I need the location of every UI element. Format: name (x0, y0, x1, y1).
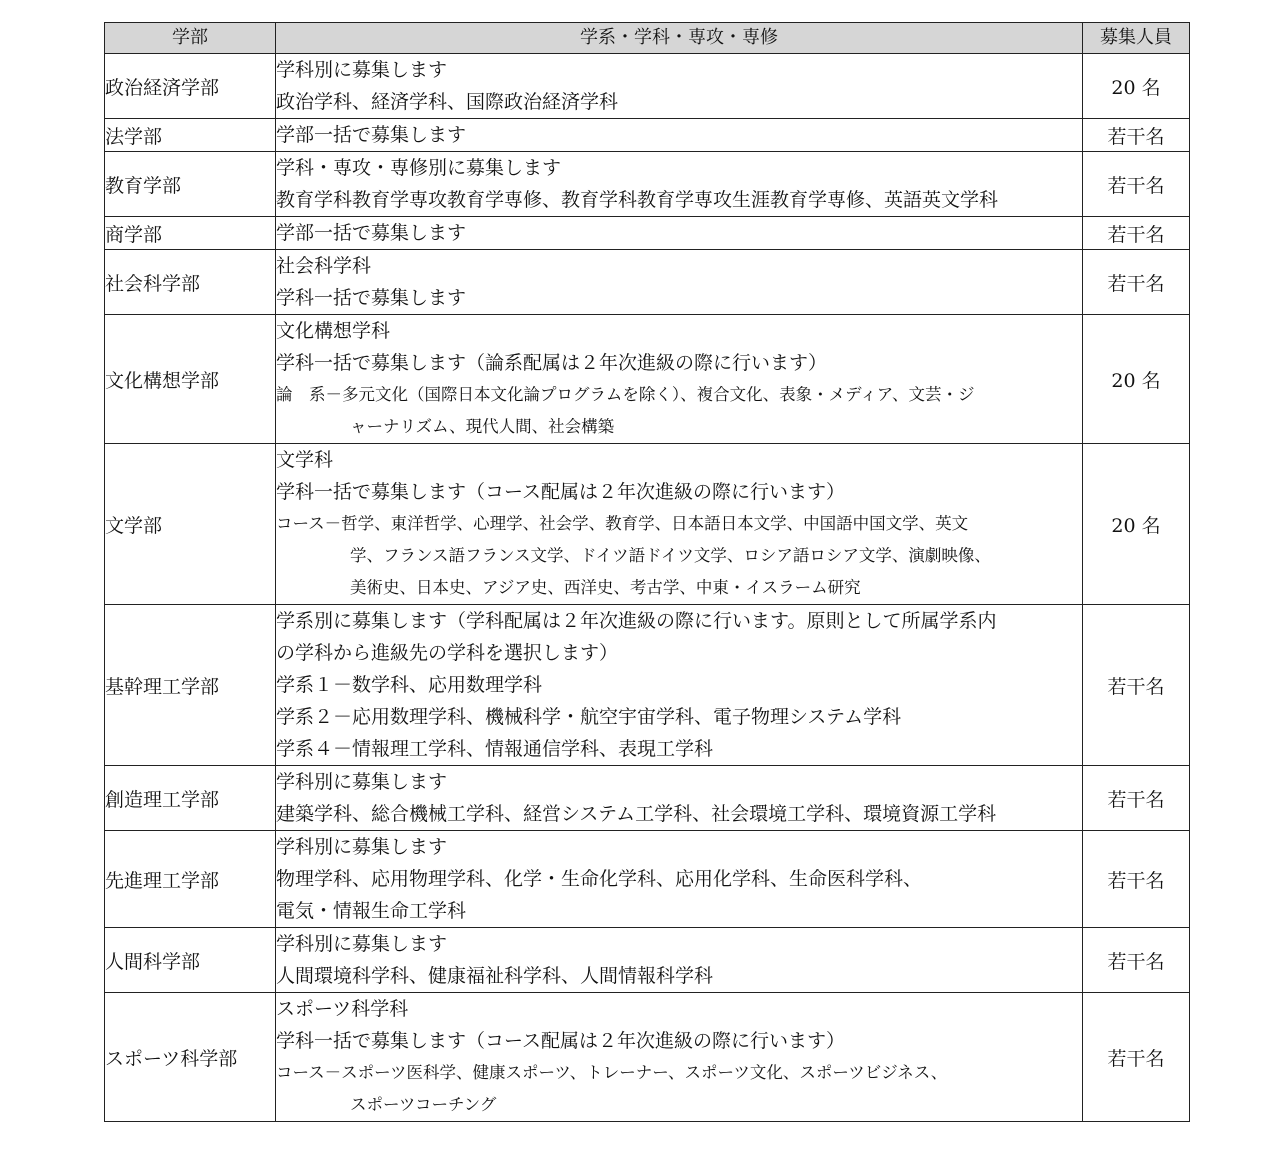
quota-cell: 若干名 (1083, 152, 1190, 217)
departments-line: 学部一括で募集します (276, 222, 467, 244)
departments-cell (276, 444, 1083, 605)
departments-cell (276, 152, 1083, 217)
table-row (105, 766, 1190, 831)
table-body (105, 54, 1190, 1122)
faculty-cell: 基幹理工学部 (105, 605, 276, 766)
departments-cell (276, 993, 1083, 1122)
header-faculty: 学部 (105, 23, 276, 54)
departments-line: 学科別に募集します (276, 933, 448, 955)
quota-cell: 若干名 (1083, 250, 1190, 315)
table-row (105, 831, 1190, 928)
departments-cell (276, 831, 1083, 928)
quota-cell: 若干名 (1083, 119, 1190, 152)
table-row (105, 152, 1190, 217)
header-departments: 学系・学科・専攻・専修 (276, 23, 1083, 54)
quota-cell: 若干名 (1083, 217, 1190, 250)
table-row (105, 250, 1190, 315)
departments-line: 学系２－応用数理学科、機械科学・航空宇宙学科、電子物理システム学科 (276, 706, 902, 728)
departments-cell (276, 54, 1083, 119)
departments-line: 電気・情報生命工学科 (276, 900, 467, 922)
quota-cell: 若干名 (1083, 766, 1190, 831)
departments-cell (276, 766, 1083, 831)
quota-cell: 若干名 (1083, 993, 1190, 1122)
departments-line: の学科から進級先の学科を選択します） (276, 642, 619, 664)
departments-line: 社会科学科 (276, 255, 372, 277)
departments-line: 学科別に募集します (276, 836, 448, 858)
table-row (105, 928, 1190, 993)
departments-cell (276, 250, 1083, 315)
faculty-cell: 文化構想学部 (105, 315, 276, 444)
faculty-cell: 政治経済学部 (105, 54, 276, 119)
table-row (105, 993, 1190, 1122)
departments-line: 学系４－情報理工学科、情報通信学科、表現工学科 (276, 738, 714, 760)
departments-line: 人間環境科学科、健康福祉科学科、人間情報科学科 (276, 965, 714, 987)
table-row (105, 217, 1190, 250)
faculty-cell: 文学部 (105, 444, 276, 605)
departments-line: 政治学科、経済学科、国際政治経済学科 (276, 91, 619, 113)
departments-cell (276, 315, 1083, 444)
departments-cell (276, 605, 1083, 766)
recruitment-table (104, 22, 1190, 1122)
faculty-cell: 先進理工学部 (105, 831, 276, 928)
departments-line: 学科・専攻・専修別に募集します (276, 157, 562, 179)
faculty-cell: スポーツ科学部 (105, 993, 276, 1122)
departments-line: 学科別に募集します (276, 771, 448, 793)
faculty-cell: 教育学部 (105, 152, 276, 217)
quota-cell: 20 名 (1083, 315, 1190, 444)
departments-line: 文学科 (276, 449, 334, 471)
course-detail-line: コース－スポーツ医科学、健康スポーツ、トレーナー、スポーツ文化、スポーツビジネス、 (276, 1063, 948, 1082)
quota-cell: 若干名 (1083, 928, 1190, 993)
table-row (105, 54, 1190, 119)
quota-cell: 若干名 (1083, 831, 1190, 928)
departments-cell (276, 928, 1083, 993)
table-row (105, 444, 1190, 605)
quota-cell: 20 名 (1083, 54, 1190, 119)
departments-line: 学科一括で募集します（論系配属は２年次進級の際に行います） (276, 352, 828, 374)
quota-cell: 20 名 (1083, 444, 1190, 605)
departments-line: 学系１－数学科、応用数理学科 (276, 674, 543, 696)
table-row (105, 315, 1190, 444)
course-detail-line: 美術史、日本史、アジア史、西洋史、考古学、中東・イスラーム研究 (350, 578, 861, 597)
header-quota: 募集人員 (1083, 23, 1190, 54)
departments-line: 文化構想学科 (276, 320, 391, 342)
course-detail-line: 学、フランス語フランス文学、ドイツ語ドイツ文学、ロシア語ロシア文学、演劇映像、 (350, 546, 991, 565)
departments-line: 学科別に募集します (276, 59, 448, 81)
quota-cell: 若干名 (1083, 605, 1190, 766)
table-row (105, 605, 1190, 766)
departments-line: 物理学科、応用物理学科、化学・生命化学科、応用化学科、生命医科学科、 (276, 868, 923, 890)
departments-line: 学科一括で募集します（コース配属は２年次進級の際に行います） (276, 1030, 846, 1052)
table-row (105, 119, 1190, 152)
departments-line: スポーツ科学科 (276, 998, 409, 1020)
departments-line: 学系別に募集します（学科配属は２年次進級の際に行います。原則として所属学系内 (276, 610, 997, 632)
faculty-cell: 社会科学部 (105, 250, 276, 315)
course-detail-line: コース－哲学、東洋哲学、心理学、社会学、教育学、日本語日本文学、中国語中国文学、英文 (276, 514, 969, 533)
faculty-cell: 法学部 (105, 119, 276, 152)
departments-line: 建築学科、総合機械工学科、経営システム工学科、社会環境工学科、環境資源工学科 (276, 803, 997, 825)
departments-cell (276, 217, 1083, 250)
course-detail-line: ャーナリズム、現代人間、社会構築 (350, 417, 615, 436)
course-detail-line: 論 系－多元文化（国際日本文化論プログラムを除く）、複合文化、表象・メディア、文芸・ジ (276, 385, 975, 404)
faculty-cell: 人間科学部 (105, 928, 276, 993)
faculty-cell: 創造理工学部 (105, 766, 276, 831)
course-detail-line: スポーツコーチング (350, 1095, 497, 1114)
departments-line: 学部一括で募集します (276, 124, 467, 146)
departments-line: 学科一括で募集します（コース配属は２年次進級の際に行います） (276, 481, 846, 503)
faculty-cell: 商学部 (105, 217, 276, 250)
table-header-row (105, 23, 1190, 54)
departments-line: 学科一括で募集します (276, 287, 467, 309)
departments-cell (276, 119, 1083, 152)
departments-line: 教育学科教育学専攻教育学専修、教育学科教育学専攻生涯教育学専修、英語英文学科 (276, 189, 999, 211)
